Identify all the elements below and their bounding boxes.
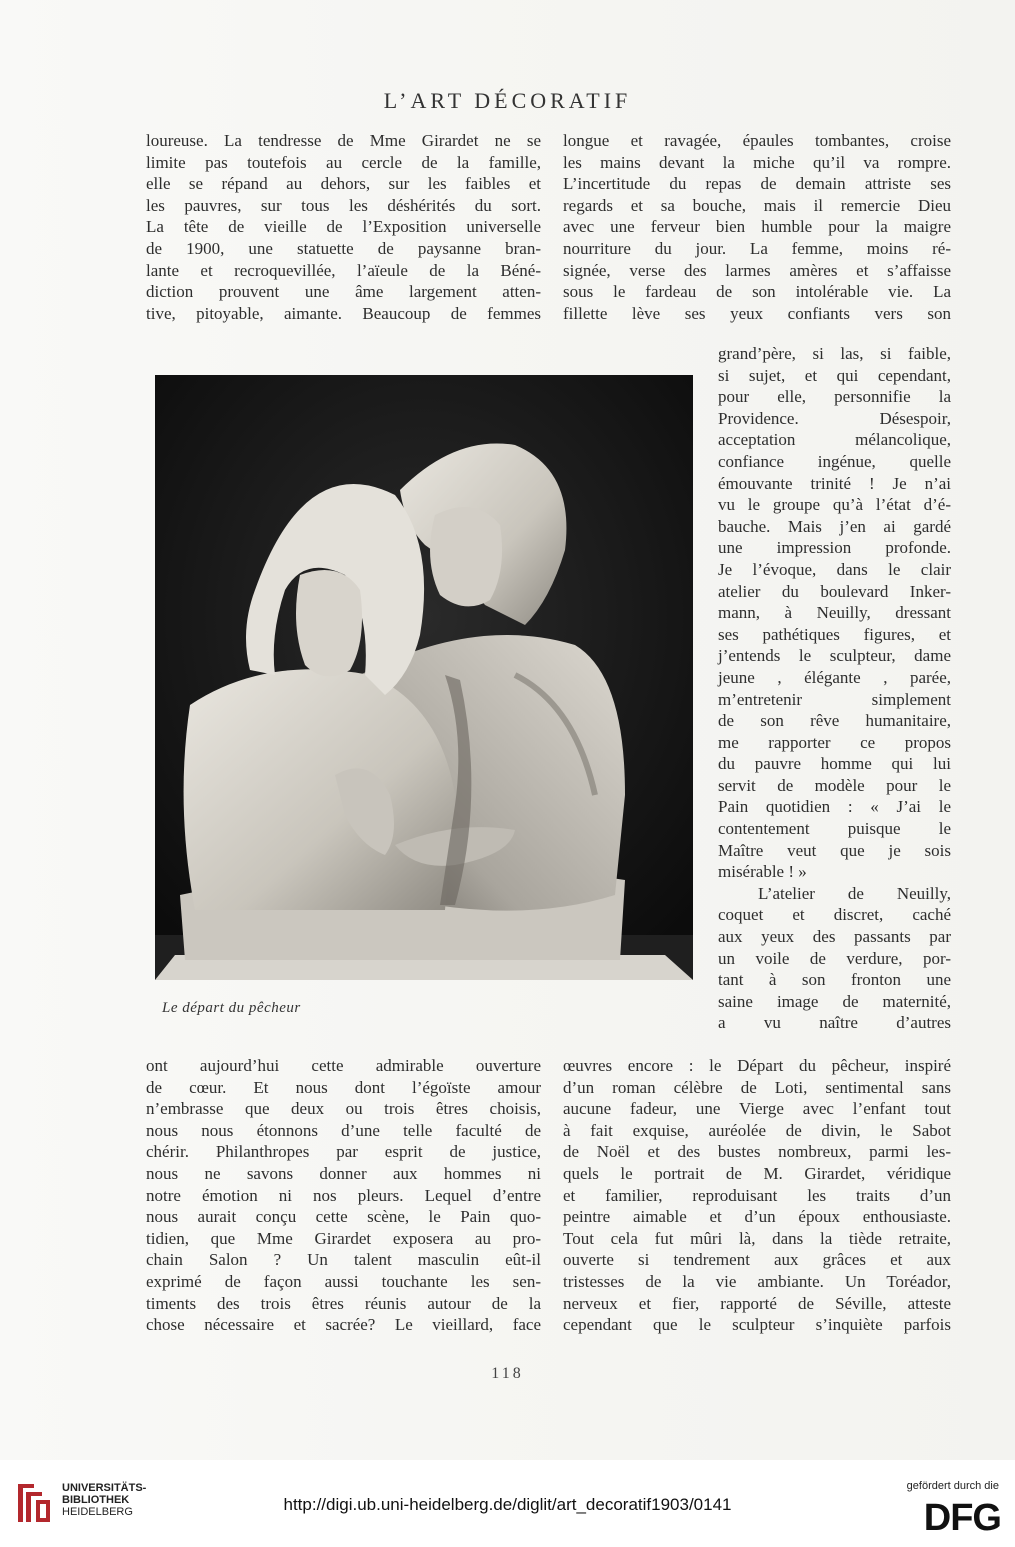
text-line: sous le fardeau de son intolérable vie. La xyxy=(563,282,951,302)
column-bottom-right xyxy=(563,1055,951,1336)
text-line: Pain quotidien : « J’ai le xyxy=(718,797,951,817)
text-line: acceptation mélancolique, xyxy=(718,430,951,450)
text-line: tive, pitoyable, aimante. Beaucoup de femmes xyxy=(146,303,541,323)
text-line: lante et recroquevillée, l’aïeule de la Béné- xyxy=(146,260,541,280)
text-line: de cœur. Et nous dont l’égoïste amour xyxy=(146,1077,541,1097)
text-line: limite pas toutefois au cercle de la famille, xyxy=(146,152,541,172)
text-line: peintre aimable et d’un époux enthousiaste. xyxy=(563,1207,951,1227)
text-line: contentement puisque le xyxy=(718,819,951,839)
library-name-line: HEIDELBERG xyxy=(62,1506,133,1518)
text-line: une impression profonde. xyxy=(718,538,951,558)
text-line: nous ne savons donner aux hommes ni xyxy=(146,1163,541,1183)
text-line: avec une ferveur bien humble pour la maigre xyxy=(563,217,951,237)
text-line: ses pathétiques figures, et xyxy=(718,624,951,644)
text-line: jeune , élégante , parée, xyxy=(718,667,951,687)
column-top-right xyxy=(563,130,951,324)
text-line: exprimé de façon aussi touchante les sen- xyxy=(146,1271,541,1291)
text-line: notre émotion ni nos pleurs. Lequel d’entre xyxy=(146,1185,541,1205)
text-line: elle se répand au dehors, sur les faibles et xyxy=(146,174,541,194)
column-side xyxy=(718,343,951,1034)
text-line: n’embrasse que deux ou trois êtres choisis, xyxy=(146,1099,541,1119)
text-line: chose nécessaire et sacrée? Le vieillard, face xyxy=(146,1315,541,1335)
text-line: nerveux et fier, rapporté de Séville, atteste xyxy=(563,1293,951,1313)
text-line: de son rêve humanitaire, xyxy=(718,711,951,731)
text-line: me rapporter ce propos xyxy=(718,732,951,752)
running-title: L’ART DÉCORATIF xyxy=(383,88,632,113)
text-line: pour elle, personnifie la xyxy=(718,387,951,407)
column-bottom-left xyxy=(146,1055,541,1336)
library-name-line: UNIVERSITÄTS- xyxy=(62,1482,147,1494)
text-line: à fait exquise, auréolée de divin, le Sabot xyxy=(563,1120,951,1140)
digitization-footer xyxy=(0,1460,1015,1547)
figure-caption: Le départ du pêcheur xyxy=(162,1000,301,1016)
text-line: aux yeux des passants par xyxy=(718,927,951,947)
text-line: chérir. Philanthropes par esprit de justice, xyxy=(146,1142,541,1162)
page-number: 118 xyxy=(491,1365,524,1382)
text-line: Providence. Désespoir, xyxy=(718,408,951,428)
text-line: confiance ingénue, quelle xyxy=(718,451,951,471)
text-line: si sujet, et qui cependant, xyxy=(718,365,951,385)
text-line: d’un roman célèbre de Loti, sentimental sans xyxy=(563,1077,951,1097)
text-line: tristesses de la vie ambiante. Un Toréador, xyxy=(563,1271,951,1291)
text-line: et familier, reproduisant les traits d’un xyxy=(563,1185,951,1205)
library-name-line: BIBLIOTHEK xyxy=(62,1494,130,1506)
text-line: du pauvre homme qui lui xyxy=(718,754,951,774)
text-line: misérable ! » xyxy=(718,862,807,882)
text-line: ouverte si tendrement aux grâces et aux xyxy=(563,1250,951,1270)
text-line: les mains devant la miche qu’il va rompre. xyxy=(563,152,951,172)
text-line: nous aurait conçu cette scène, le Pain quo- xyxy=(146,1207,541,1227)
text-line: cependant que le sculpteur s’inquiète parfois xyxy=(563,1315,951,1335)
text-line: vu le groupe qu’à l’état d’é- xyxy=(718,495,951,515)
text-line: loureuse. La tendresse de Mme Girardet ne se xyxy=(146,131,541,150)
text-line: Je l’évoque, dans le clair xyxy=(718,559,951,579)
text-line: chain Salon ? Un talent masculin eût-il xyxy=(146,1250,541,1270)
text-line: émouvante trinité ! Je n’ai xyxy=(718,473,951,493)
sculpture-photograph xyxy=(155,375,693,980)
text-line: diction prouvent une âme largement atten- xyxy=(146,282,541,302)
text-line: ont aujourd’hui cette admirable ouverture xyxy=(146,1056,541,1075)
text-line: œuvres encore : le Départ du pêcheur, inspiré xyxy=(563,1056,951,1075)
text-line: timents des trois êtres réunis autour de la xyxy=(146,1293,541,1313)
text-line: atelier du boulevard Inker- xyxy=(718,581,951,601)
text-line: de Noël et des bustes nombreux, parmi les- xyxy=(563,1142,951,1162)
text-line: regards et sa bouche, mais il remercie Dieu xyxy=(563,195,951,215)
text-line: Tout cela fut mûri là, dans la tiède retraite, xyxy=(563,1228,951,1248)
text-line: coquet et discret, caché xyxy=(718,905,951,925)
text-line: aucune fadeur, une Vierge avec l’enfant tout xyxy=(563,1099,951,1119)
sculpture-illustration xyxy=(155,375,693,980)
text-line: Maître veut que je sois xyxy=(718,840,951,860)
text-line: j’entends le sculpteur, dame xyxy=(718,646,951,666)
text-line: nourriture du jour. La femme, moins ré- xyxy=(563,238,951,258)
text-line: signée, verse des larmes amères et s’affaisse xyxy=(563,260,951,280)
text-line: La tête de vieille de l’Exposition universelle xyxy=(146,217,541,237)
text-line: L’incertitude du repas de demain attriste ses xyxy=(563,174,951,194)
text-line: nous nous étonnons d’une telle faculté de xyxy=(146,1120,541,1140)
text-line: de 1900, une statuette de paysanne bran- xyxy=(146,238,541,258)
text-line: m’entretenir simplement xyxy=(718,689,951,709)
text-line: un voile de verdure, por- xyxy=(718,948,951,968)
text-line: servit de modèle pour le xyxy=(718,775,951,795)
text-line: a vu naître d’autres xyxy=(718,1013,951,1033)
text-line: les pauvres, sur tous les déshérités du sort. xyxy=(146,195,541,215)
text-line: grand’père, si las, si faible, xyxy=(718,344,951,363)
text-line: quels le portrait de M. Girardet, véridique xyxy=(563,1163,951,1183)
text-line: L’atelier de Neuilly, xyxy=(758,883,951,903)
funding-note: gefördert durch die xyxy=(906,1480,999,1492)
source-url-link[interactable]: http://digi.ub.uni-heidelberg.de/diglit/art_decoratif1903/0141 xyxy=(283,1495,732,1514)
text-line: longue et ravagée, épaules tombantes, croise xyxy=(563,131,951,150)
text-line: mann, à Neuilly, dressant xyxy=(718,603,951,623)
text-line: bauche. Mais j’en ai gardé xyxy=(718,516,951,536)
dfg-logo: DFG xyxy=(923,1497,1001,1539)
column-top-left xyxy=(146,130,541,324)
text-line: tant à son fronton une xyxy=(718,970,951,990)
text-line: fillette lève ses yeux confiants vers son xyxy=(563,303,951,323)
text-line: saine image de maternité, xyxy=(718,991,951,1011)
text-line: tidien, que Mme Girardet exposera au pro- xyxy=(146,1228,541,1248)
